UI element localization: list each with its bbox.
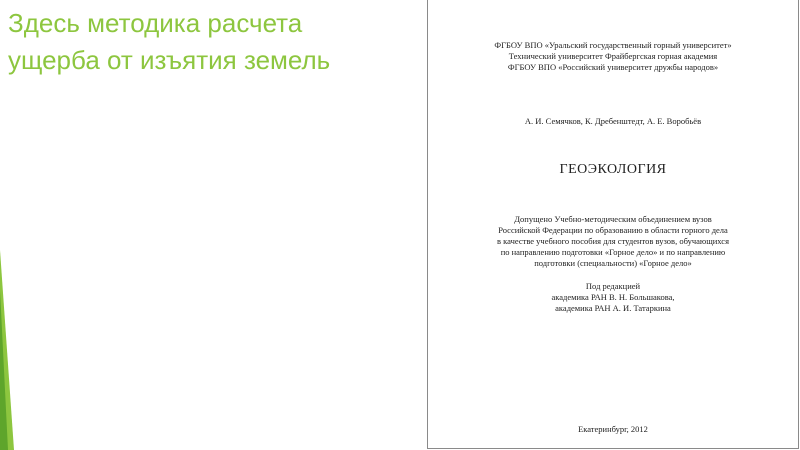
approval-line-4: по направлению подготовки «Горное дело» и по направлению — [500, 247, 726, 257]
institution-line-2: Технический университет Фрайбергская горная академия — [508, 51, 718, 61]
institution-line-1: ФГБОУ ВПО «Уральский государственный горный университет» — [494, 40, 732, 50]
authors-line: А. И. Семячков, К. Дребенштедт, А. Е. Воробьёв — [524, 116, 702, 126]
slide-title-line-2: ущерба от изъятия земель — [8, 45, 331, 75]
city-year: Екатеринбург, 2012 — [578, 424, 648, 434]
approval-line-2: Российской Федерации по образованию в области горного дела — [498, 225, 728, 235]
editor-line-2: академика РАН А. И. Татаркина — [555, 303, 671, 313]
approval-line-3: в качестве учебного пособия для студентов вузов, обучающихся — [497, 236, 729, 246]
editor-line-1: академика РАН В. Н. Большакова, — [551, 292, 675, 302]
book-title-page-image — [427, 0, 799, 449]
editors-heading: Под редакцией — [585, 281, 641, 291]
slide-title-line-1: Здесь методика расчета — [8, 8, 303, 38]
institution-line-3: ФГБОУ ВПО «Российский университет дружбы народов» — [507, 62, 719, 72]
approval-line-1: Допущено Учебно-методическим объединением вузов — [514, 214, 712, 224]
book-title: ГЕОЭКОЛОГИЯ — [559, 162, 667, 177]
approval-line-5: подготовки (специальности) «Горное дело» — [534, 258, 692, 268]
